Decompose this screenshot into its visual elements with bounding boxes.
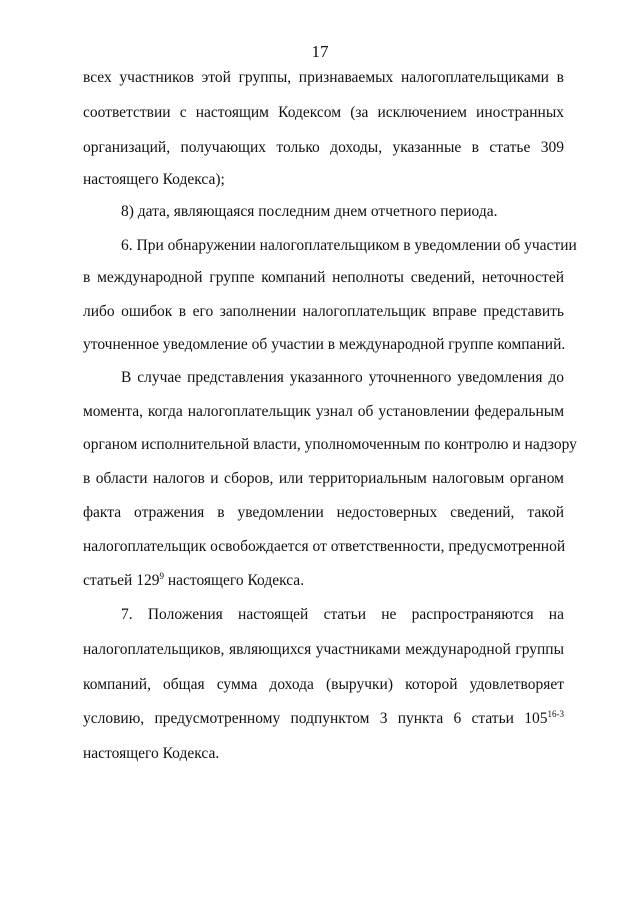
paragraph-4-line-6: налогоплательщик освобождается от ответственности, предусмотренной: [83, 538, 566, 555]
paragraph-5-line-3: компаний, общая сумма дохода (выручки) которой удовлетворяет: [83, 676, 564, 693]
line-word: 105$^{16-3}$: [524, 708, 564, 727]
line-word: 6: [453, 710, 462, 727]
paragraph-1-line-1: всех участников этой группы, признаваемых налогоплательщиками в: [83, 69, 564, 86]
paragraph-4-line-1: В случае представления указанного уточненного уведомления до: [121, 369, 564, 386]
paragraph-4-line-4: в области налогов и сборов, или территориальным налоговым органом: [83, 470, 564, 487]
line-word: пункта: [397, 710, 444, 727]
line-word: предусмотренному: [154, 710, 281, 727]
article-superscript: 9: [159, 570, 164, 581]
paragraph-4-line-5: факта отражения в уведомлении недостоверных сведений, такой: [83, 504, 564, 521]
paragraph-4-line-7: [83, 571, 564, 591]
paragraph-3-line-2: в международной группе компаний неполноты сведений, неточностей: [83, 269, 564, 286]
paragraph-4-line-2: момента, когда налогоплательщик узнал об установлении федеральным: [83, 403, 564, 420]
line-word: статьи: [471, 710, 514, 727]
paragraph-5-line-5: настоящего Кодекса.: [83, 745, 220, 762]
line-word: 3: [379, 710, 388, 727]
paragraph-4-line-7-end: настоящего Кодекса.: [163, 572, 305, 589]
paragraph-5-line-1: 7. Положения настоящей статьи не распространяются на: [121, 606, 564, 623]
paragraph-5-line-4: [83, 709, 564, 729]
paragraph-3-line-3: либо ошибок в его заполнении налогоплательщик вправе представить: [83, 303, 564, 320]
line-word: условию,: [83, 710, 145, 727]
paragraph-1-line-2: соответствии с настоящим Кодексом (за исключением иностранных: [83, 104, 564, 121]
article-superscript: 16-3: [547, 708, 564, 719]
paragraph-1-line-3: организаций, получающих только доходы, указанные в статье 309: [83, 139, 564, 156]
paragraph-1-line-4: настоящего Кодекса);: [83, 171, 225, 188]
page-number: 17: [311, 42, 329, 61]
paragraph-2-line-1: 8) дата, являющаяся последним днем отчетного периода.: [121, 203, 498, 220]
paragraph-5-line-2: налогоплательщиков, являющихся участниками международной группы: [83, 641, 564, 658]
paragraph-3-line-1: 6. При обнаружении налогоплательщиком в уведомлении об участии: [121, 237, 577, 254]
paragraph-3-line-4: уточненное уведомление об участии в международной группе компаний.: [83, 336, 566, 353]
paragraph-4-line-3: органом исполнительной власти, уполномоченным по контролю и надзору: [83, 436, 577, 453]
line-word: подпунктом: [290, 710, 370, 727]
article-reference-text: статьей 129: [83, 572, 160, 589]
